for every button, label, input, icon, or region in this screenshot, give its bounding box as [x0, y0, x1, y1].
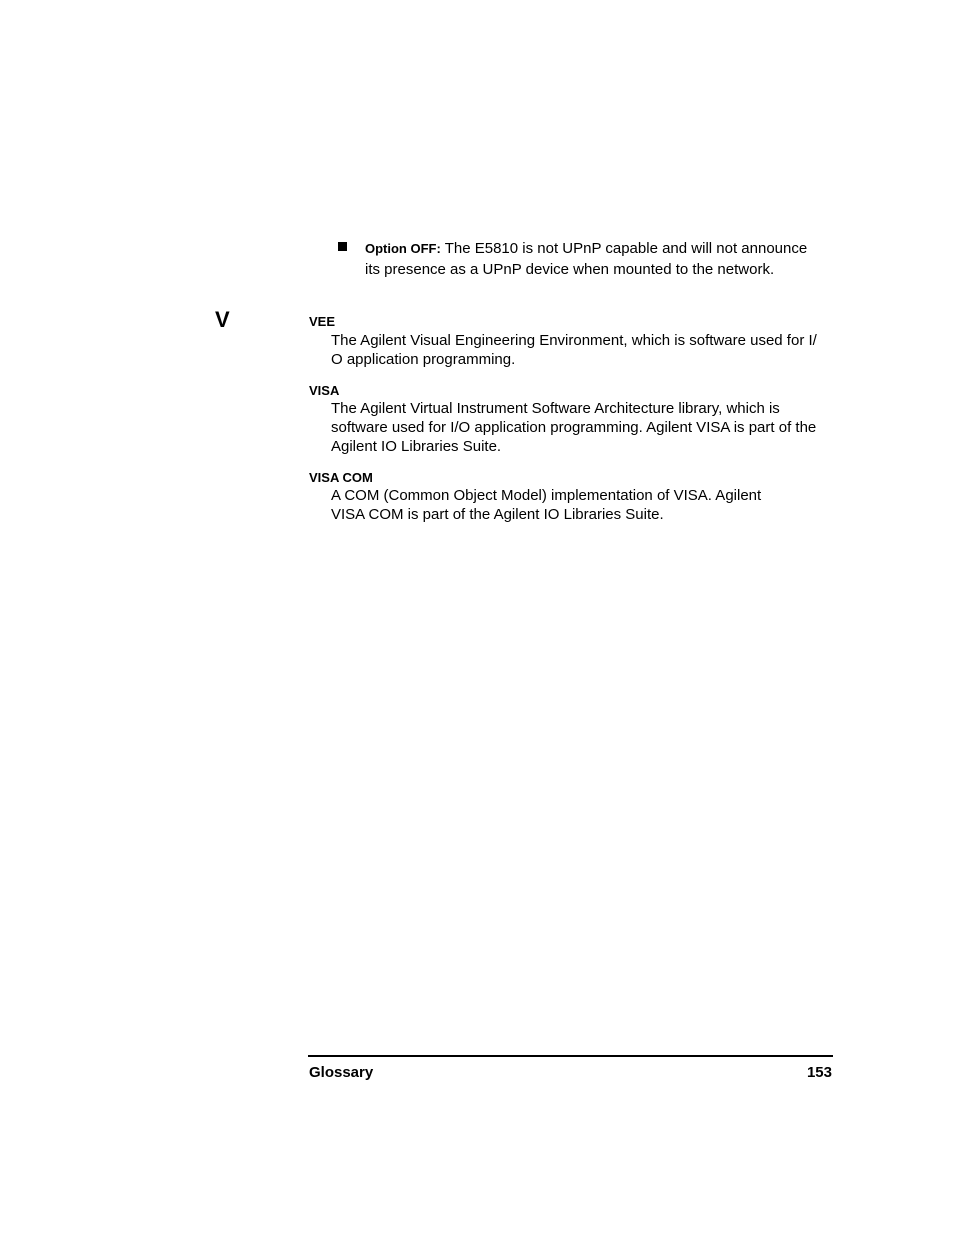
bullet-option-off — [365, 238, 840, 280]
definition-line: The Agilent Virtual Instrument Software Architecture library, which is — [331, 400, 780, 417]
definition-line: VISA COM is part of the Agilent IO Libraries Suite. — [331, 506, 664, 523]
footer-page-number: 153 — [806, 1064, 832, 1081]
bullet-text-line1: The E5810 is not UPnP capable and will not announce — [444, 240, 808, 257]
glossary-definition-visa-com — [331, 486, 839, 524]
definition-line: A COM (Common Object Model) implementation of VISA. Agilent — [331, 487, 762, 504]
glossary-term-visa-com: VISA COM — [309, 470, 373, 485]
definition-line: software used for I/O application programming. Agilent VISA is part of the — [331, 419, 817, 436]
section-letter: V — [215, 307, 230, 332]
footer-section-title: Glossary — [309, 1064, 374, 1081]
footer-rule — [308, 1055, 833, 1057]
definition-line: Agilent IO Libraries Suite. — [331, 438, 502, 455]
glossary-definition-visa — [331, 399, 839, 456]
glossary-term-vee: VEE — [309, 314, 336, 329]
glossary-definition-vee — [331, 331, 839, 369]
definition-line: O application programming. — [331, 351, 516, 368]
bullet-square-icon — [338, 242, 347, 251]
bullet-label: Option OFF: — [365, 241, 441, 256]
glossary-term-visa: VISA — [309, 383, 340, 398]
bullet-text-line2: its presence as a UPnP device when mounted to the network. — [365, 261, 775, 278]
definition-line: The Agilent Visual Engineering Environment, which is software used for I/ — [331, 332, 817, 349]
